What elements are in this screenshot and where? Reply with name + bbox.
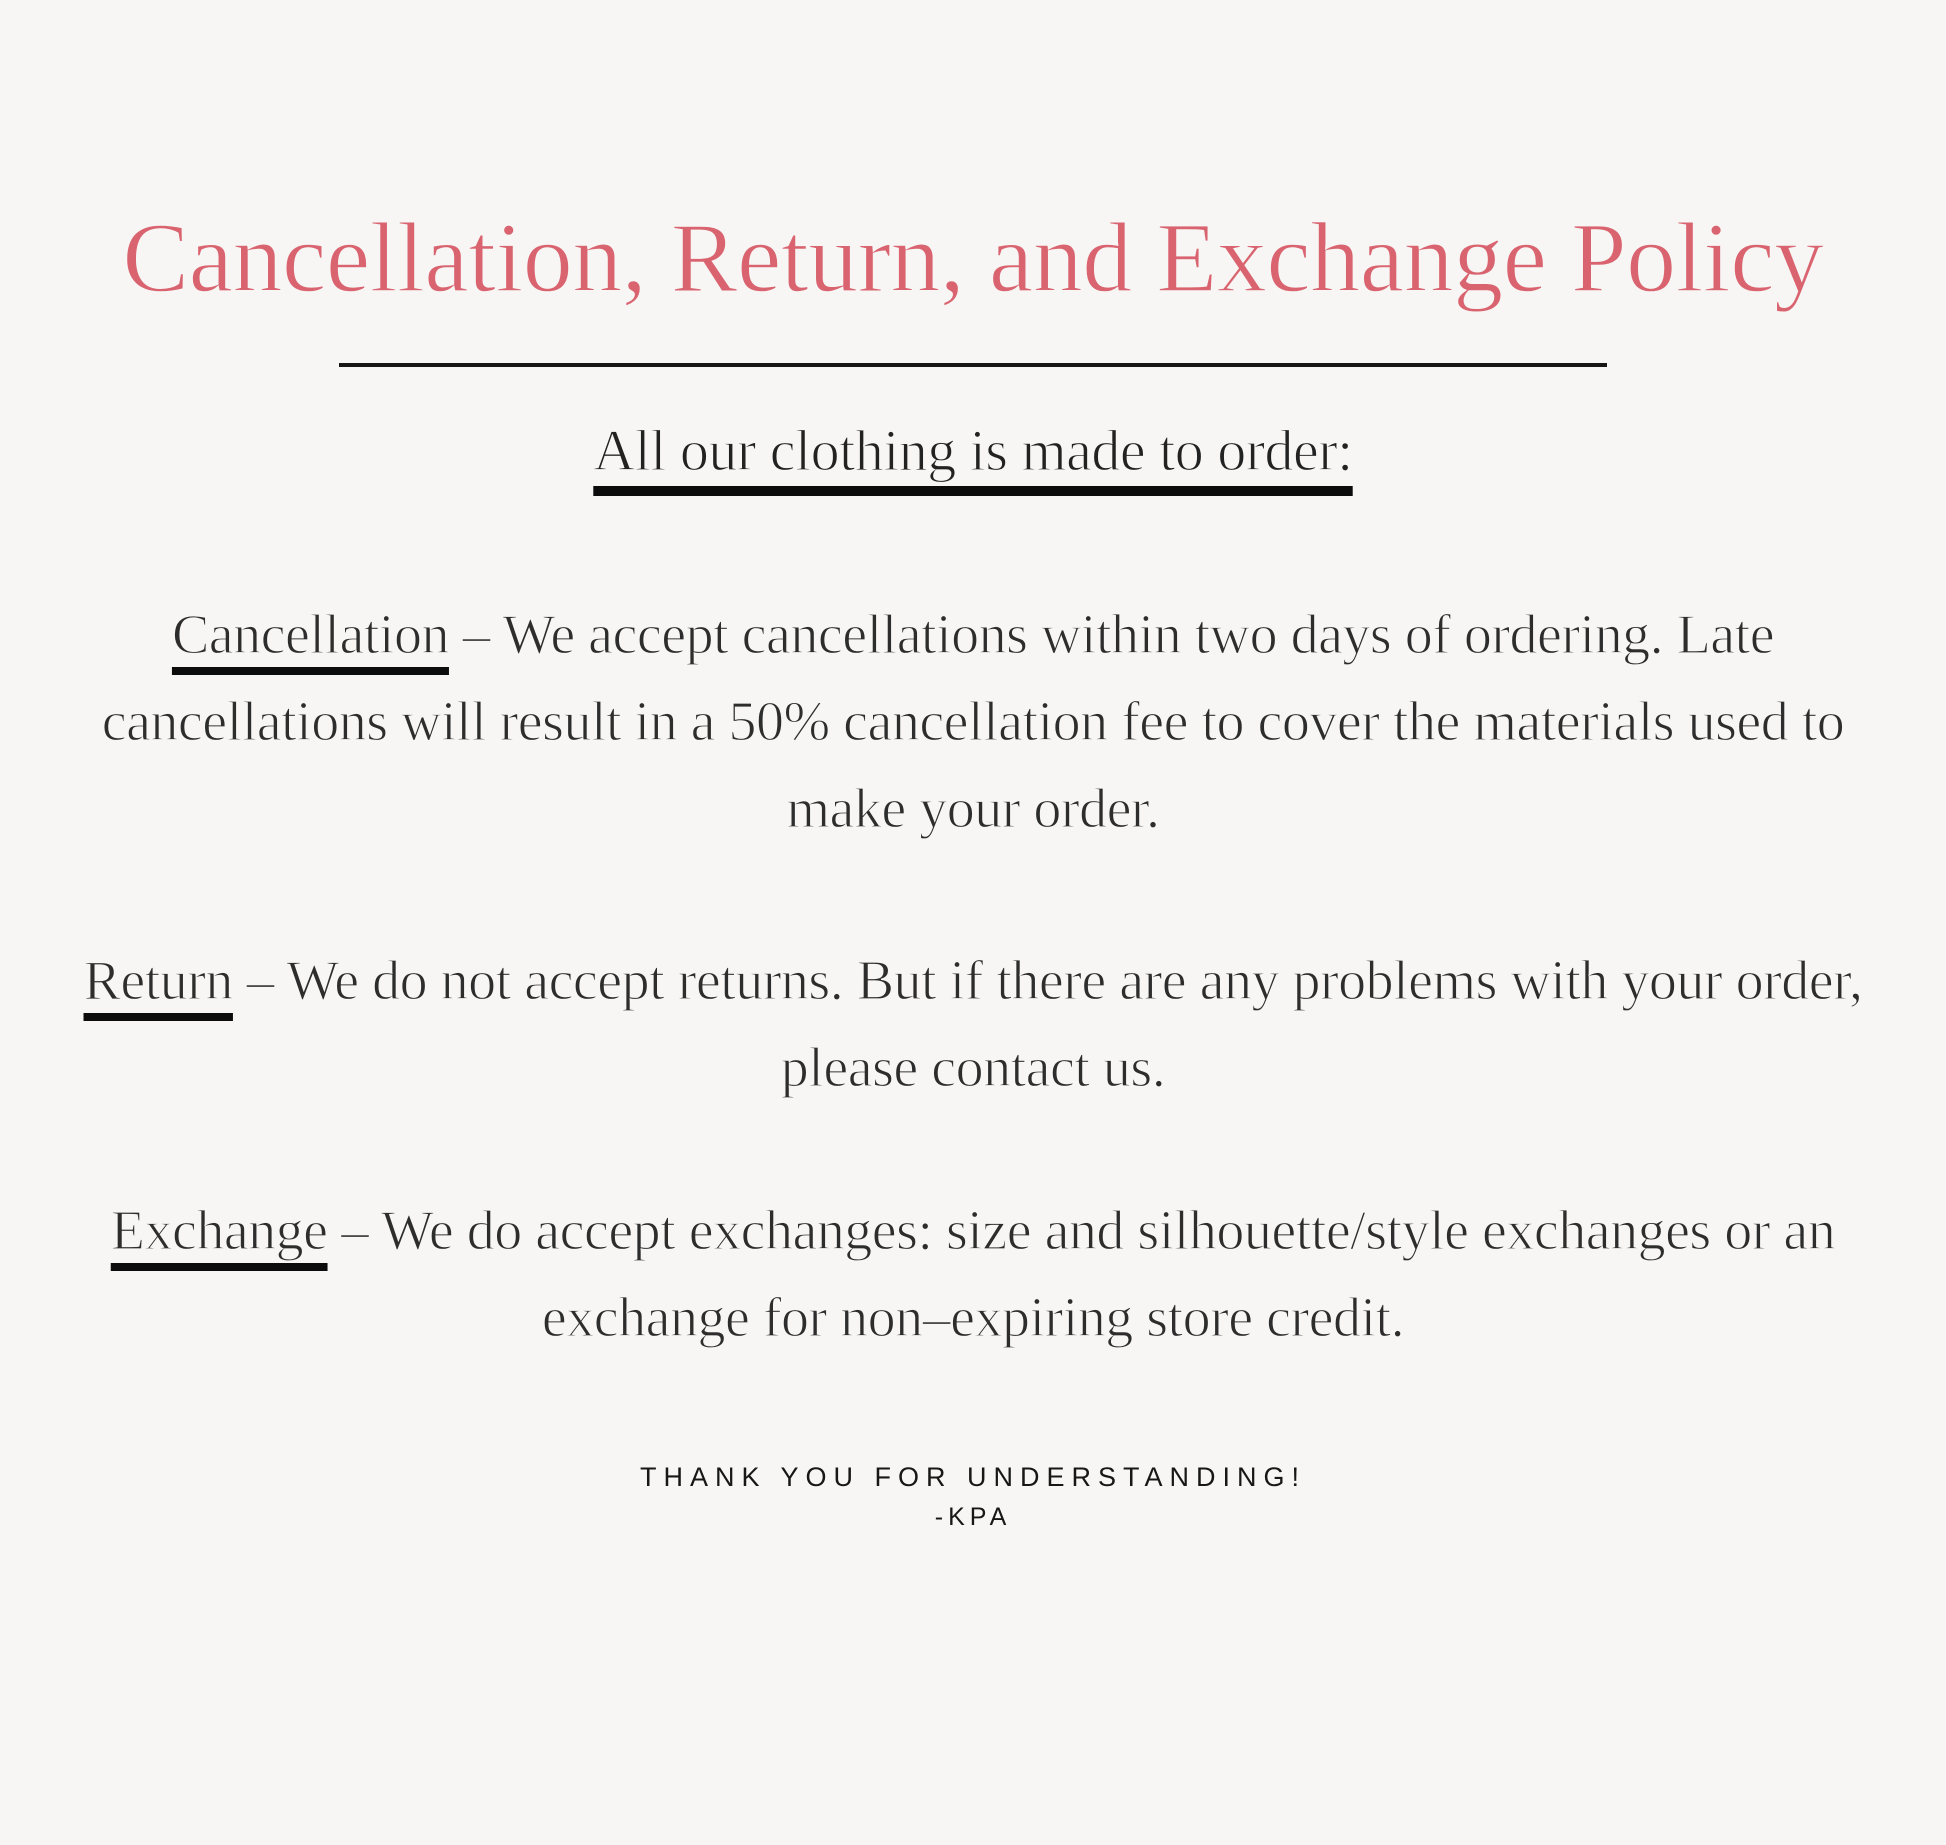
page-title: Cancellation, Return, and Exchange Policy [122, 202, 1824, 313]
made-to-order-tagline: All our clothing is made to order: [593, 418, 1353, 483]
exchange-keyword: Exchange [110, 1199, 328, 1262]
return-policy-text: – We do not accept returns. But if there are any problems with your order, please contact us. [232, 950, 1863, 1100]
cancellation-keyword: Cancellation [171, 604, 449, 666]
return-policy-paragraph [83, 938, 1863, 1112]
exchange-policy-paragraph [83, 1188, 1863, 1362]
cancellation-policy-paragraph [83, 592, 1863, 852]
return-keyword: Return [83, 950, 233, 1013]
footer-thank-you-text: THANK YOU FOR UNDERSTANDING! [639, 1461, 1307, 1492]
exchange-policy-text: – We do accept exchanges: size and silhouette/style exchanges or an exchange for non–expiring store credit. [327, 1199, 1836, 1349]
title-divider-rule [339, 363, 1607, 367]
footer [0, 1462, 1946, 1532]
footer-signature: -KPA [934, 1502, 1012, 1531]
cancellation-policy-text: – We accept cancellations within two days of ordering. Late cancellations will result in a 50% cancellation fee to cover the materials used to make your order. [101, 604, 1845, 840]
